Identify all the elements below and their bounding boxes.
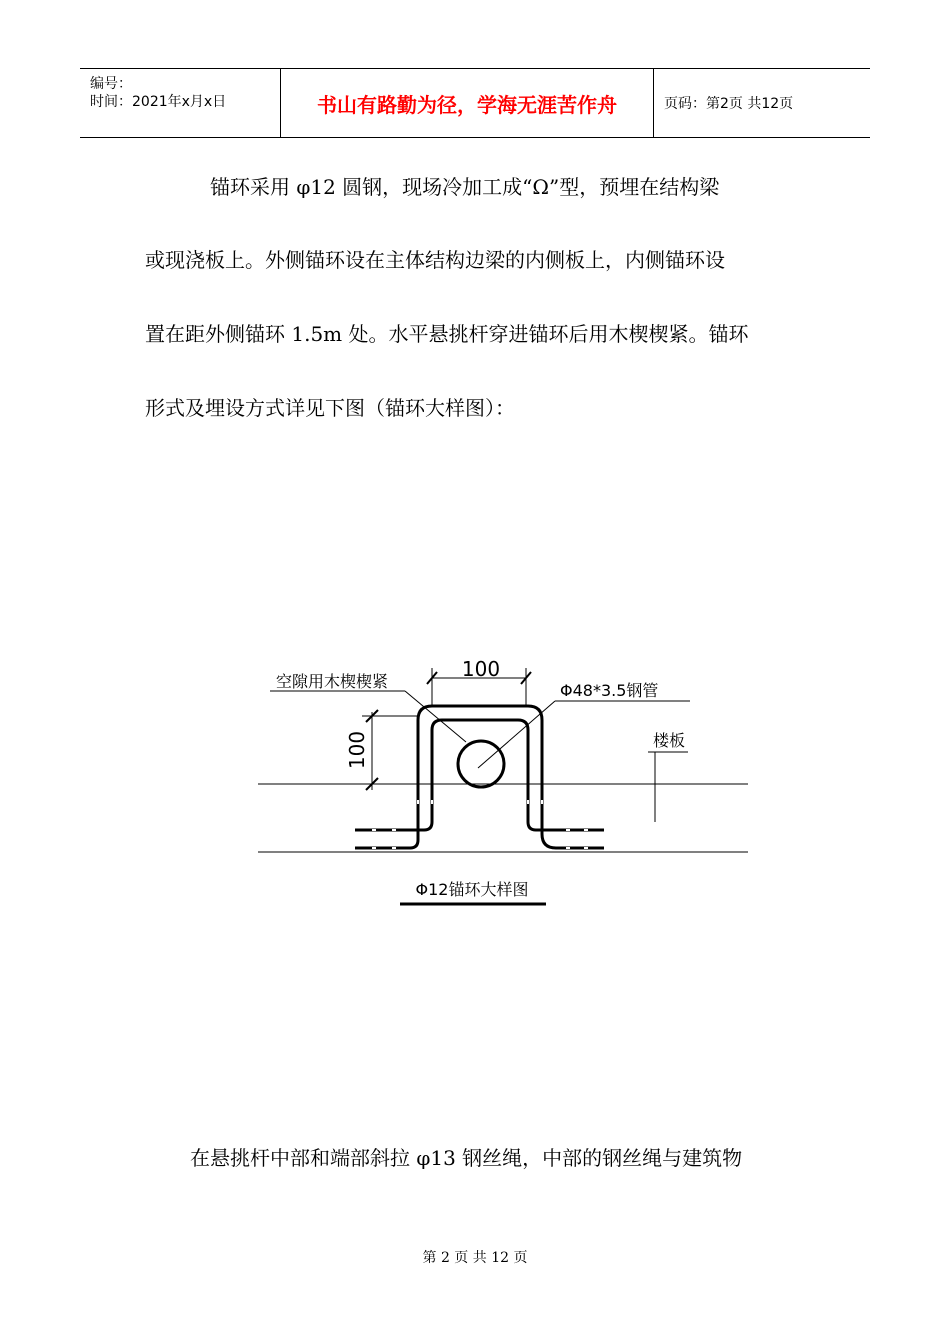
slab-label: 楼板 (653, 731, 686, 750)
wedge-label: 空隙用木楔楔紧 (276, 672, 389, 691)
pipe-label: Φ48*3.5钢管 (560, 681, 659, 700)
doc-number-label: 编号： (90, 76, 132, 92)
dim-side-label: 100 (345, 730, 369, 770)
body-line-3: 置在距外侧锚环 1.5m 处。水平悬挑杆穿进锚环后用木楔楔紧。锚环 (145, 322, 749, 346)
figure-caption: Φ12锚环大样图 (415, 880, 529, 899)
dim-top-label: 100 (461, 657, 501, 681)
omega-anchor-ring (355, 706, 604, 848)
body-line-5: 在悬挑杆中部和端部斜拉 φ13 钢丝绳，中部的钢丝绳与建筑物 (190, 1146, 743, 1170)
steel-pipe-circle (458, 741, 504, 787)
doc-time-label: 时间：2021年x月x日 (90, 94, 227, 110)
embedded-dashes (372, 800, 588, 848)
page-footer: 第 2 页 共 12 页 (422, 1250, 528, 1266)
body-line-2: 或现浇板上。外侧锚环设在主体结构边梁的内侧板上，内侧锚环设 (145, 248, 725, 272)
dim-side (362, 710, 418, 790)
body-line-4: 形式及埋设方式详见下图（锚环大样图）： (145, 396, 515, 420)
header-motto: 书山有路勤为径，学海无涯苦作舟 (281, 69, 654, 137)
header-page-info: 页码：第2页 共12页 (664, 96, 794, 112)
body-line-1: 锚环采用 φ12 圆钢，现场冷加工成“Ω”型，预埋在结构梁 (210, 175, 720, 199)
